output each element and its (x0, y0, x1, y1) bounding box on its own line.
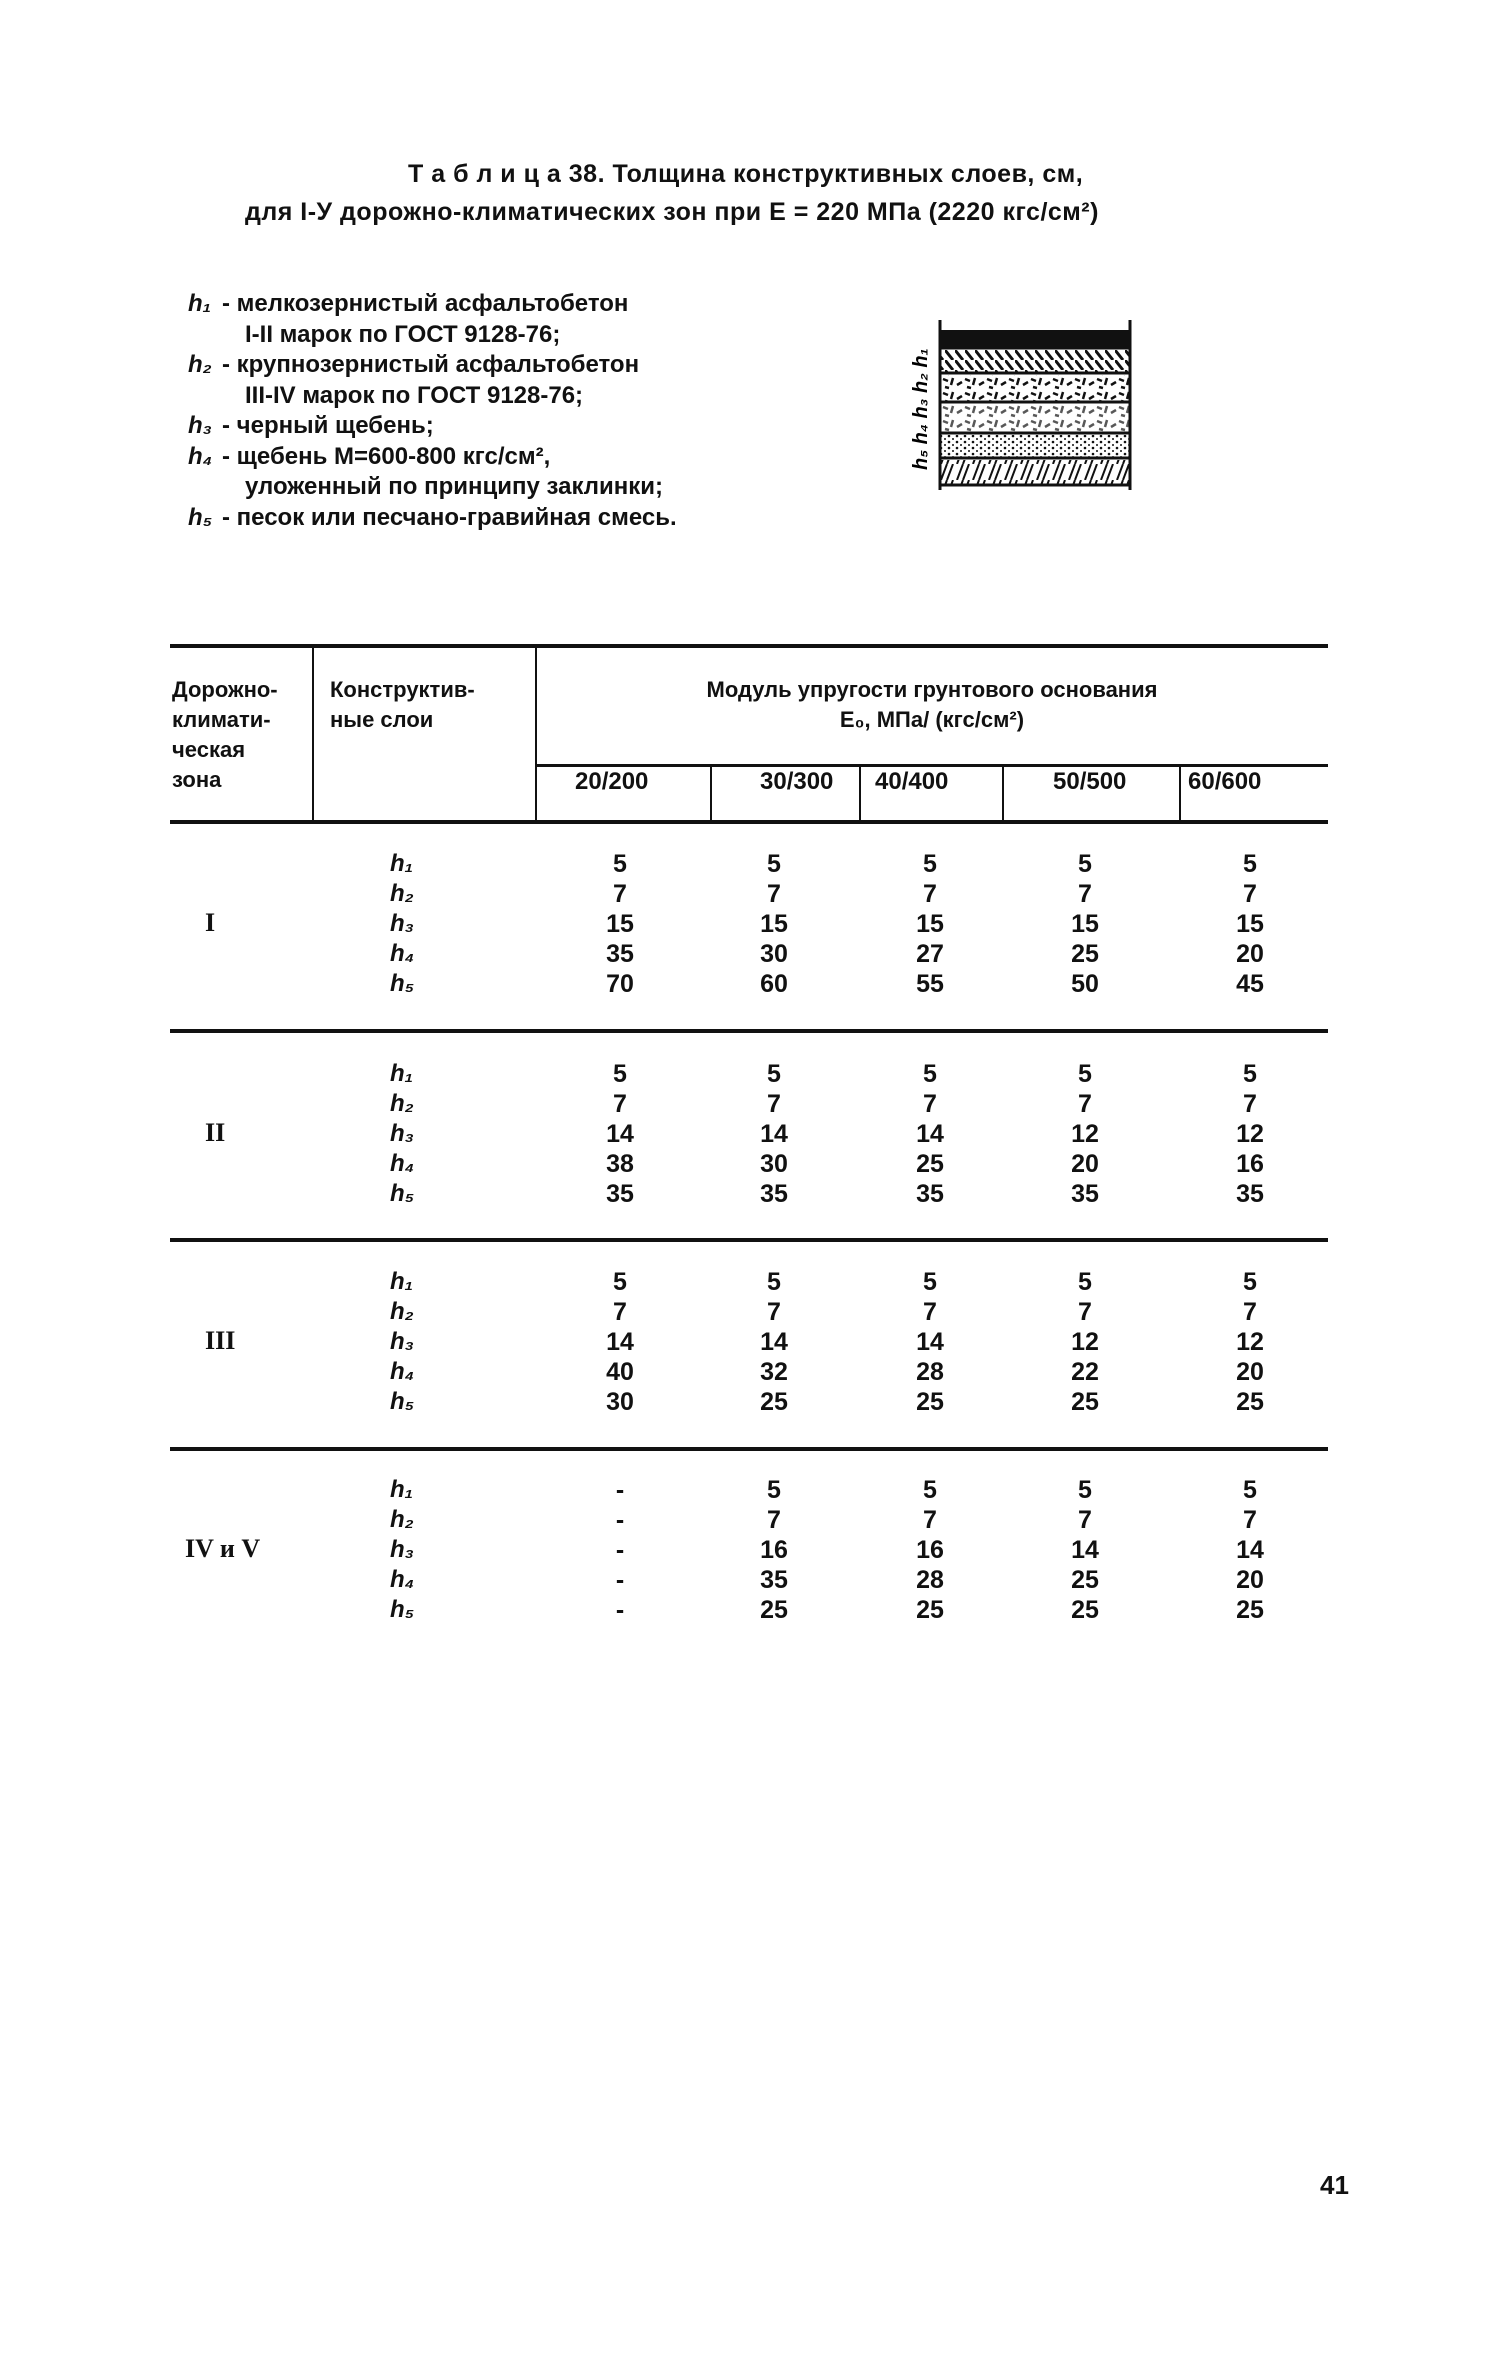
table-cell: 14 (916, 1120, 944, 1148)
table-cell: 5 (923, 1268, 937, 1296)
legend-symbol: h₂ (188, 351, 212, 378)
col-divider (312, 646, 314, 822)
table-cell: 12 (1071, 1120, 1099, 1148)
header-bottom-rule (170, 820, 1328, 824)
table-cell: 25 (1071, 1596, 1099, 1624)
table-cell: 70 (606, 970, 634, 998)
layer-label: h₅ (390, 1388, 415, 1415)
layer-label: h₅ (390, 970, 415, 997)
zone-label: III (205, 1326, 236, 1355)
table-cell: 7 (767, 1298, 781, 1326)
zone-label: II (205, 1118, 226, 1147)
table-cell: 7 (923, 1298, 937, 1326)
table-cell: 14 (760, 1328, 788, 1356)
header-line: Конструктив- (330, 677, 475, 702)
table-cell: 25 (916, 1150, 944, 1178)
table-cell: 25 (916, 1388, 944, 1416)
header-line: ческая (172, 737, 246, 762)
table-cell: - (615, 1506, 625, 1534)
layer-label: h₃ (390, 1328, 414, 1355)
header-line: Дорожно- (172, 677, 278, 702)
table-cell: 14 (606, 1120, 634, 1148)
zone-label: IV и V (185, 1534, 261, 1563)
modulus-column-header: 60/600 (1188, 768, 1262, 795)
zone-separator-rule (170, 1238, 1328, 1242)
table-cell: 50 (1071, 970, 1099, 998)
layer-label: h₂ (390, 880, 414, 907)
header-zone (172, 675, 278, 795)
legend-text: III-IV марок по ГОСТ 9128-76; (245, 381, 584, 409)
layer-label: h₁ (390, 1268, 414, 1295)
table-cell: 7 (613, 1090, 627, 1118)
table-cell: 15 (1071, 910, 1099, 938)
table-cell: 5 (613, 1268, 627, 1296)
table-top-rule (170, 644, 1328, 648)
col-divider (710, 766, 712, 822)
layer-label: h₂ (390, 1506, 414, 1533)
header-line: зона (172, 767, 222, 792)
table-cell: 5 (1078, 1060, 1092, 1088)
layer-label: h₃ (390, 910, 414, 937)
header-line: E₀, МПа/ (кгс/см²) (839, 707, 1025, 732)
legend-symbol: h₁ (188, 290, 212, 317)
table-cell: 5 (923, 850, 937, 878)
table-cell: 7 (923, 1506, 937, 1534)
layer-label: h₅ (390, 1596, 415, 1623)
table-cell: 25 (916, 1596, 944, 1624)
diagram-layer-labels: h₅ h₄ h₃ h₂ h₁ (910, 348, 932, 470)
zone-separator-rule (170, 1447, 1328, 1451)
table-cell: 15 (606, 910, 634, 938)
layer-label: h₁ (390, 850, 414, 877)
table-cell: 20 (1236, 1566, 1264, 1594)
layer-label: h₄ (390, 1358, 415, 1385)
table-cell: 35 (606, 940, 634, 968)
table-cell: 20 (1236, 1358, 1264, 1386)
table-cell: 15 (1236, 910, 1264, 938)
legend-symbol: h₄ (188, 442, 213, 470)
layer-label: h₁ (390, 1476, 414, 1503)
layer-label: h₅ (390, 1180, 415, 1207)
table-cell: 28 (916, 1566, 944, 1594)
table-cell: 5 (767, 1268, 781, 1296)
table-cell: 5 (1243, 1060, 1257, 1088)
table-cell: 14 (1071, 1536, 1099, 1564)
table-cell: 22 (1071, 1358, 1099, 1386)
table-cell: 5 (923, 1476, 937, 1504)
table-cell: 5 (613, 1060, 627, 1088)
modulus-column-header: 20/200 (575, 768, 649, 795)
table-cell: 14 (916, 1328, 944, 1356)
table-cell: 7 (767, 1090, 781, 1118)
legend-symbol: h₅ (188, 503, 213, 531)
table-cell: 27 (916, 940, 944, 968)
table-cell: 5 (1243, 850, 1257, 878)
table-cell: 25 (760, 1596, 788, 1624)
modulus-column-header: 50/500 (1053, 768, 1127, 795)
table-cell: 35 (760, 1180, 788, 1208)
table-cell: 5 (767, 1476, 781, 1504)
table-cell: 14 (760, 1120, 788, 1148)
table-cell: 5 (923, 1060, 937, 1088)
table-cell: 7 (1078, 880, 1092, 908)
zone-label: I (205, 908, 216, 937)
table-cell: 35 (606, 1180, 634, 1208)
layer-label: h₂ (390, 1090, 414, 1117)
table-cell: 25 (1236, 1388, 1264, 1416)
legend-text: - щебень М=600-800 кгс/см², (222, 442, 551, 470)
table-cell: - (615, 1476, 625, 1504)
table-cell: 7 (1243, 880, 1257, 908)
header-line: Модуль упругости грунтового основания (706, 677, 1158, 702)
table-cell: 5 (1078, 1268, 1092, 1296)
table-cell: 60 (760, 970, 788, 998)
header-line: ные слои (330, 707, 434, 732)
legend-text: - черный щебень; (222, 412, 434, 439)
table-cell: 7 (767, 1506, 781, 1534)
layer-label: h₁ (390, 1060, 414, 1087)
table-cell: 7 (613, 880, 627, 908)
table-cell: 5 (1078, 1476, 1092, 1504)
table-cell: 7 (923, 1090, 937, 1118)
table-cell: 7 (1243, 1506, 1257, 1534)
layer-label: h₃ (390, 1120, 414, 1147)
col-divider (859, 766, 861, 822)
table-cell: 35 (916, 1180, 944, 1208)
table-cell: 7 (1078, 1506, 1092, 1534)
header-line: климати- (172, 707, 271, 732)
table-cell: 14 (606, 1328, 634, 1356)
legend-text: уложенный по принципу заклинки; (245, 473, 664, 500)
subheader-rule (536, 764, 1328, 767)
table-cell: 45 (1236, 970, 1264, 998)
layer-label: h₄ (390, 1566, 415, 1593)
col-divider (1179, 766, 1181, 822)
layer-label: h₄ (390, 1150, 415, 1177)
table-cell: 7 (1078, 1298, 1092, 1326)
table-cell: 5 (1243, 1268, 1257, 1296)
table-cell: 5 (1243, 1476, 1257, 1504)
table-cell: 14 (1236, 1536, 1264, 1564)
col-divider (1002, 766, 1004, 822)
pavement-layers-diagram (875, 320, 1140, 495)
table-cell: - (615, 1596, 625, 1624)
table-cell: 16 (760, 1536, 788, 1564)
table-cell: 20 (1236, 940, 1264, 968)
table-cell: 35 (1071, 1180, 1099, 1208)
table-cell: 20 (1071, 1150, 1099, 1178)
table-cell: 16 (916, 1536, 944, 1564)
table-cell: - (615, 1536, 625, 1564)
table-cell: 32 (760, 1358, 788, 1386)
table-cell: 16 (1236, 1150, 1264, 1178)
table-cell: 25 (1071, 940, 1099, 968)
table-cell: 5 (767, 850, 781, 878)
modulus-column-header: 30/300 (760, 768, 834, 795)
table-cell: 7 (1078, 1090, 1092, 1118)
table-cell: 7 (613, 1298, 627, 1326)
table-cell: 7 (767, 880, 781, 908)
table-cell: 30 (760, 1150, 788, 1178)
table-cell: 40 (606, 1358, 634, 1386)
legend-text: I-II марок по ГОСТ 9128-76; (245, 320, 561, 348)
table-cell: 25 (760, 1388, 788, 1416)
table-cell: 30 (606, 1388, 634, 1416)
table-cell: 12 (1236, 1328, 1264, 1356)
table-cell: 5 (613, 850, 627, 878)
layer-label: h₂ (390, 1298, 414, 1325)
table-title-line1: Т а б л и ц а 38. Толщина конструктивных слоев, см, (408, 160, 1084, 188)
table-cell: 25 (1071, 1566, 1099, 1594)
header-modulus-group (536, 675, 1328, 735)
layer-label: h₃ (390, 1536, 414, 1563)
table-cell: 5 (767, 1060, 781, 1088)
table-cell: 35 (1236, 1180, 1264, 1208)
legend-symbol: h₃ (188, 412, 212, 439)
table-cell: 30 (760, 940, 788, 968)
modulus-column-header: 40/400 (875, 768, 949, 795)
legend-text: - крупнозернистый асфальтобетон (222, 351, 640, 378)
table-cell: 12 (1236, 1120, 1264, 1148)
table-cell: 7 (923, 880, 937, 908)
table-cell: 15 (760, 910, 788, 938)
table-cell: 38 (606, 1150, 634, 1178)
table-cell: 7 (1243, 1090, 1257, 1118)
header-layers (330, 675, 475, 735)
table-cell: 25 (1071, 1388, 1099, 1416)
table-cell: 7 (1243, 1298, 1257, 1326)
zone-separator-rule (170, 1029, 1328, 1033)
table-cell: 25 (1236, 1596, 1264, 1624)
table-cell: 28 (916, 1358, 944, 1386)
table-cell: - (615, 1566, 625, 1594)
table-cell: 12 (1071, 1328, 1099, 1356)
table-cell: 55 (916, 970, 944, 998)
table-cell: 5 (1078, 850, 1092, 878)
legend-text: - песок или песчано-гравийная смесь. (222, 503, 677, 531)
table-cell: 15 (916, 910, 944, 938)
page-number: 41 (1320, 2170, 1349, 2200)
table-title-line2: для I-У дорожно-климатических зон при E = 220 МПа (2220 кгс/см²) (245, 198, 1099, 226)
legend-text: - мелкозернистый асфальтобетон (222, 290, 629, 317)
layer-label: h₄ (390, 940, 415, 967)
table-cell: 35 (760, 1566, 788, 1594)
